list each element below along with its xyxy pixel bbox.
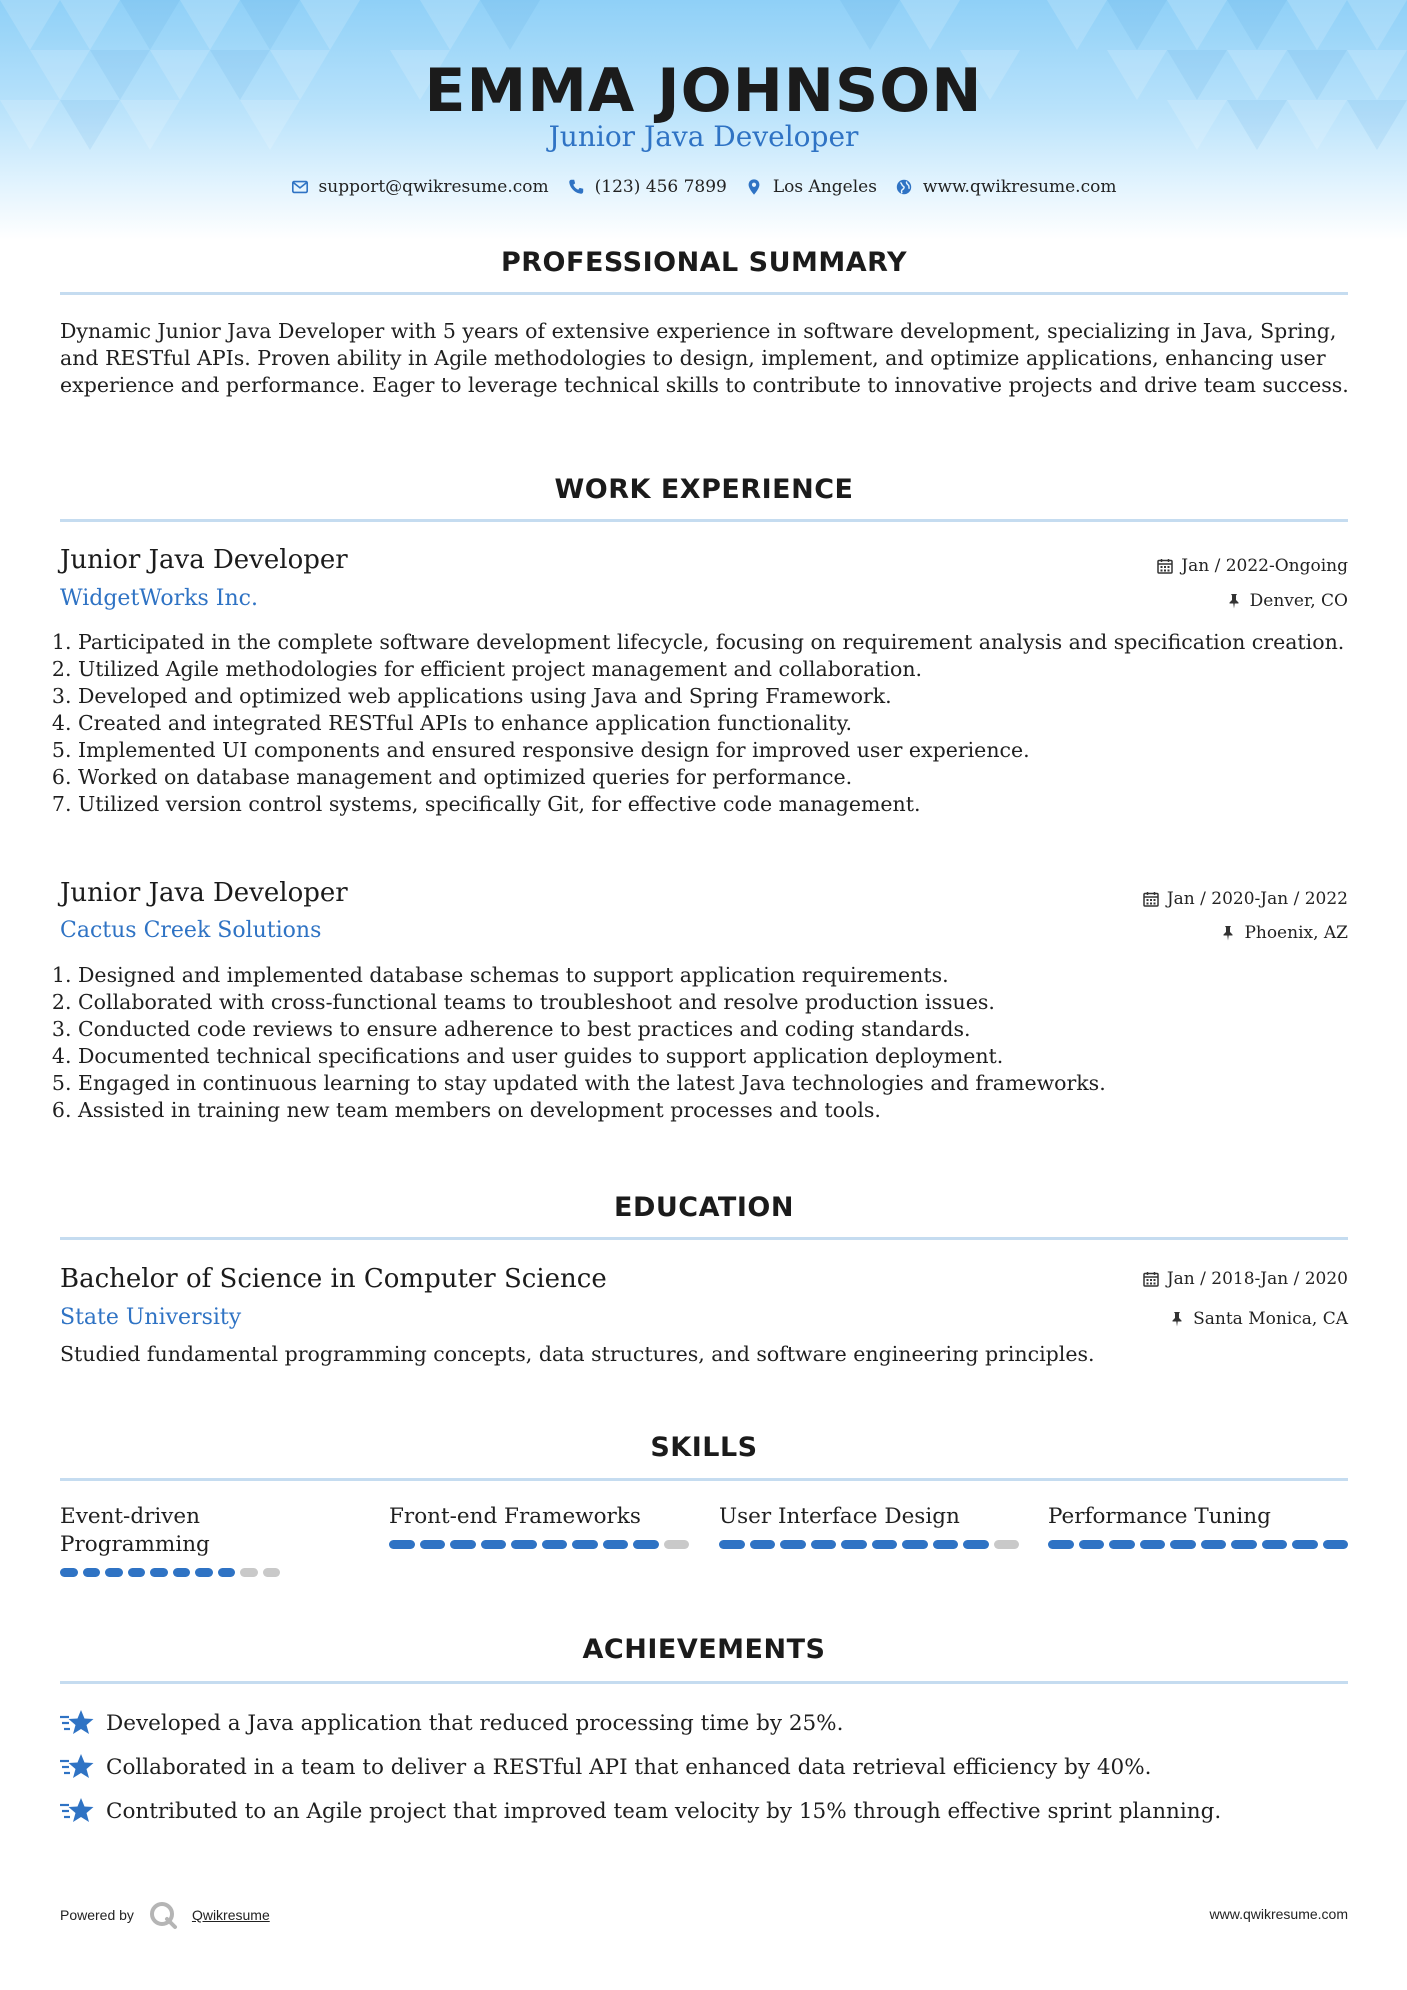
achievement-item	[60, 1752, 1151, 1782]
job-dates	[1157, 556, 1348, 576]
contact-location	[745, 177, 877, 197]
rating-segment-filled	[542, 1540, 568, 1549]
summary-heading: PROFESSIONAL SUMMARY	[500, 247, 908, 278]
school-name: State University	[60, 1305, 242, 1330]
list-item: 4. Documented technical specifications and user guides to support application deployment.	[78, 1043, 1350, 1070]
star-icon	[60, 1752, 94, 1782]
pushpin-icon	[1169, 1311, 1185, 1327]
rating-segment-filled	[173, 1568, 191, 1577]
rating-segment-filled	[750, 1540, 776, 1549]
rating-segment-empty	[994, 1540, 1020, 1549]
skill-item	[60, 1503, 280, 1577]
degree-title: Bachelor of Science in Computer Science	[60, 1264, 607, 1294]
rating-segment-empty	[664, 1540, 690, 1549]
job-location-text: Denver, CO	[1249, 591, 1348, 611]
education-description: Studied fundamental programming concepts, data structures, and software engineering principles.	[60, 1342, 1095, 1366]
rating-segment-filled	[841, 1540, 867, 1549]
rating-segment-filled	[1079, 1540, 1105, 1549]
rating-segment-filled	[1140, 1540, 1166, 1549]
envelope-icon	[291, 178, 309, 196]
job-bullets	[60, 629, 1350, 818]
job-dates-text: Jan / 2020-Jan / 2022	[1166, 889, 1348, 909]
map-pin-icon	[745, 178, 763, 196]
achievements-divider	[60, 1681, 1348, 1684]
experience-heading: WORK EXPERIENCE	[554, 474, 854, 505]
rating-segment-filled	[150, 1568, 168, 1577]
rating-segment-filled	[481, 1540, 507, 1549]
footer-url[interactable]: www.qwikresume.com	[1209, 1906, 1348, 1922]
rating-segment-filled	[603, 1540, 629, 1549]
powered-by-label: Powered by	[60, 1907, 134, 1923]
achievement-text: Contributed to an Agile project that improved team velocity by 15% through effective sprint planning.	[106, 1798, 1222, 1824]
list-item: 5. Engaged in continuous learning to stay updated with the latest Java technologies and frameworks.	[78, 1070, 1350, 1097]
list-item: 1. Designed and implemented database schemas to support application requirements.	[78, 962, 1350, 989]
calendar-icon	[1157, 558, 1173, 574]
rating-segment-empty	[263, 1568, 281, 1577]
rating-segment-filled	[872, 1540, 898, 1549]
rating-segment-filled	[1109, 1540, 1135, 1549]
rating-segment-filled	[128, 1568, 146, 1577]
email-text: support@qwikresume.com	[318, 177, 549, 197]
education-heading: EDUCATION	[614, 1192, 794, 1223]
education-dates	[1143, 1269, 1348, 1289]
rating-segment-filled	[1262, 1540, 1288, 1549]
qwikresume-logo-icon	[148, 1900, 178, 1930]
rating-segment-filled	[963, 1540, 989, 1549]
skill-name: Performance Tuning	[1048, 1504, 1271, 1529]
list-item: 2. Utilized Agile methodologies for efficient project management and collaboration.	[78, 656, 1350, 683]
skill-name: Front-end Frameworks	[389, 1504, 641, 1529]
summary-divider	[60, 292, 1348, 295]
summary-text: Dynamic Junior Java Developer with 5 years of extensive experience in software development, specializing in Java, Spring, and RESTful APIs. Proven ability in Agile methodologies to design, implement, and optimize applications, enhancing user experience and performance. Eager to leverage technical skills to contribute to innovative projects and drive team success.	[60, 319, 1349, 397]
skill-name: Event-driven Programming	[60, 1504, 210, 1557]
rating-segment-filled	[1231, 1540, 1257, 1549]
calendar-icon	[1143, 1271, 1159, 1287]
job-location-text: Phoenix, AZ	[1244, 923, 1348, 943]
education-location-text: Santa Monica, CA	[1193, 1309, 1348, 1329]
location-text: Los Angeles	[772, 177, 877, 197]
education-dates-text: Jan / 2018-Jan / 2020	[1166, 1269, 1348, 1289]
skills-heading: SKILLS	[650, 1432, 758, 1463]
rating-segment-empty	[240, 1568, 258, 1577]
brand-link[interactable]: Qwikresume	[191, 1907, 270, 1923]
star-icon	[60, 1708, 94, 1738]
skill-rating	[719, 1540, 1019, 1549]
phone-icon	[567, 178, 585, 196]
rating-segment-filled	[218, 1568, 236, 1577]
rating-segment-filled	[572, 1540, 598, 1549]
company-name: WidgetWorks Inc.	[60, 586, 258, 611]
globe-icon	[895, 178, 913, 196]
rating-segment-filled	[633, 1540, 659, 1549]
pushpin-icon	[1220, 925, 1236, 941]
list-item: 4. Created and integrated RESTful APIs to enhance application functionality.	[78, 710, 1350, 737]
rating-segment-filled	[1201, 1540, 1227, 1549]
rating-segment-filled	[105, 1568, 123, 1577]
rating-segment-filled	[389, 1540, 415, 1549]
achievement-text: Developed a Java application that reduced processing time by 25%.	[106, 1710, 844, 1736]
rating-segment-filled	[1323, 1540, 1349, 1549]
rating-segment-filled	[719, 1540, 745, 1549]
skills-grid	[60, 1503, 1350, 1593]
rating-segment-filled	[933, 1540, 959, 1549]
rating-segment-filled	[1170, 1540, 1196, 1549]
rating-segment-filled	[811, 1540, 837, 1549]
achievements-heading: ACHIEVEMENTS	[582, 1634, 826, 1665]
achievement-text: Collaborated in a team to deliver a RESTful API that enhanced data retrieval efficiency by 40%.	[106, 1754, 1152, 1780]
list-item: 5. Implemented UI components and ensured responsive design for improved user experience.	[78, 737, 1350, 764]
skill-item	[719, 1503, 1019, 1549]
education-divider	[60, 1237, 1348, 1240]
rating-segment-filled	[83, 1568, 101, 1577]
experience-divider	[60, 519, 1348, 522]
skill-item	[1048, 1503, 1348, 1549]
rating-segment-filled	[780, 1540, 806, 1549]
rating-segment-filled	[1292, 1540, 1318, 1549]
job-title: Junior Java Developer	[60, 878, 348, 908]
education-location	[1169, 1309, 1348, 1329]
job-bullets	[60, 962, 1350, 1124]
company-name: Cactus Creek Solutions	[60, 918, 322, 943]
rating-segment-filled	[902, 1540, 928, 1549]
skill-rating	[60, 1568, 280, 1577]
list-item: 3. Developed and optimized web applications using Java and Spring Framework.	[78, 683, 1350, 710]
phone-text: (123) 456 7899	[594, 177, 727, 197]
job-title: Junior Java Developer	[60, 545, 348, 575]
website-text: www.qwikresume.com	[922, 177, 1117, 197]
achievement-item	[60, 1708, 843, 1738]
skills-divider	[60, 1478, 1348, 1481]
list-item: 6. Worked on database management and optimized queries for performance.	[78, 764, 1350, 791]
job-location	[1220, 923, 1348, 943]
list-item: 3. Conducted code reviews to ensure adherence to best practices and coding standards.	[78, 1016, 1350, 1043]
skill-rating	[1048, 1540, 1348, 1549]
rating-segment-filled	[60, 1568, 78, 1577]
rating-segment-filled	[511, 1540, 537, 1549]
list-item: 2. Collaborated with cross-functional teams to troubleshoot and resolve production issues.	[78, 989, 1350, 1016]
rating-segment-filled	[1048, 1540, 1074, 1549]
contact-email[interactable]	[291, 177, 549, 197]
skill-name: User Interface Design	[719, 1504, 960, 1529]
list-item: 1. Participated in the complete software development lifecycle, focusing on requirement analysis and specification creation.	[78, 629, 1350, 656]
job-location	[1226, 591, 1348, 611]
contact-bar	[0, 177, 1407, 197]
candidate-name: EMMA JOHNSON	[424, 56, 983, 126]
job-dates	[1143, 889, 1348, 909]
calendar-icon	[1143, 891, 1159, 907]
job-dates-text: Jan / 2022-Ongoing	[1181, 556, 1348, 576]
skill-item	[389, 1503, 689, 1549]
powered-by	[60, 1900, 270, 1930]
skill-rating	[389, 1540, 689, 1549]
achievement-item	[60, 1796, 1221, 1826]
rating-segment-filled	[195, 1568, 213, 1577]
contact-phone[interactable]	[567, 177, 727, 197]
list-item: 7. Utilized version control systems, specifically Git, for effective code management.	[78, 791, 1350, 818]
rating-segment-filled	[450, 1540, 476, 1549]
list-item: 6. Assisted in training new team members on development processes and tools.	[78, 1097, 1350, 1124]
contact-website[interactable]	[895, 177, 1117, 197]
star-icon	[60, 1796, 94, 1826]
pushpin-icon	[1226, 593, 1242, 609]
candidate-title: Junior Java Developer	[548, 120, 859, 153]
rating-segment-filled	[420, 1540, 446, 1549]
